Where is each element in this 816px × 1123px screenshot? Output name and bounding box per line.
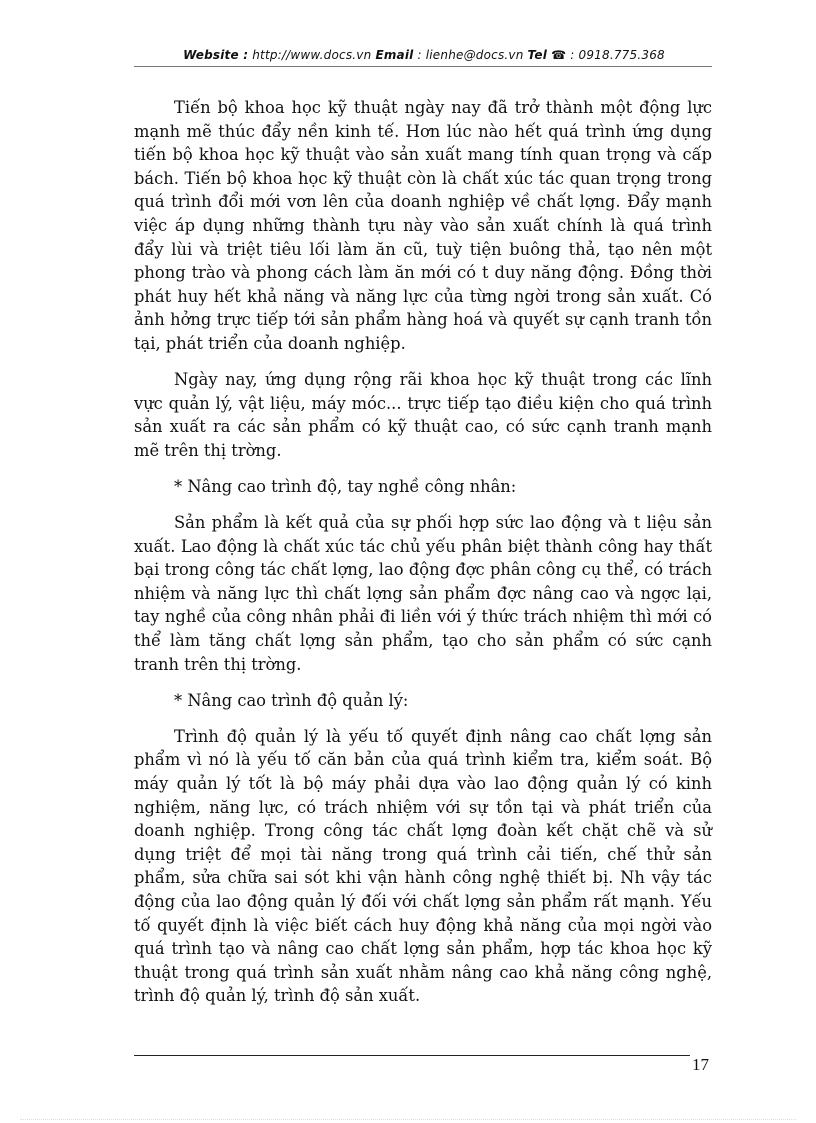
page-bottom-border <box>20 1119 796 1120</box>
header-divider <box>134 66 712 67</box>
tel-label: Tel <box>527 48 548 62</box>
document-body <box>134 96 712 1020</box>
heading-worker-skills: * Nâng cao trình độ, tay nghề công nhân: <box>174 476 517 496</box>
paragraph-tech-progress: Tiến bộ khoa học kỹ thuật ngày nay đã trở thành một động lực mạnh mẽ thúc đẩy nền kinh tế. Hơn lúc nào hết quá trình ứng dụng tiến bộ khoa học kỹ thuật vào sản xuất mang tính quan trọng và cấp bách. Tiến bộ khoa học kỹ thuật còn là chất xúc tác quan trọng trong quá trình đổi mới vơn lên của doanh nghiệp về chất lợng. Đẩy mạnh việc áp dụng những thành tựu này vào sản xuất chính là quá trình đẩy lùi và triệt tiêu lối làm ăn cũ, tuỳ tiện buông thả, tạo nên một phong trào và phong cách làm ăn mới có t duy năng động. Đồng thời phát huy hết khả năng và năng lực của từng ngời trong sản xuất. Có ảnh hởng trực tiếp tới sản phẩm hàng hoá và quyết sự cạnh tranh tồn tại, phát triển của doanh nghiệp. <box>134 98 712 353</box>
heading-management: * Nâng cao trình độ quản lý: <box>174 690 409 710</box>
paragraph-management: Trình độ quản lý là yếu tố quyết định nâng cao chất lợng sản phẩm vì nó là yếu tố căn bản của quá trình kiểm tra, kiểm soát. Bộ máy quản lý tốt là bộ máy phải dựa vào lao động quản lý có kinh nghiệm, năng lực, có trách nhiệm với sự tồn tại và phát triển của doanh nghiệp. Trong công tác chất lợng đoàn kết chặt chẽ và sử dụng triệt để mọi tài năng trong quá trình cải tiến, chế thử sản phẩm, sửa chữa sai sót khi vận hành công nghệ thiết bị. Nh vậy tác động của lao động quản lý đối với chất lợng sản phẩm rất mạnh. Yếu tố quyết định là việc biết cách huy động khả năng của mọi ngời vào quá trình tạo và nâng cao chất lợng sản phẩm, hợp tác khoa học kỹ thuật trong quá trình sản xuất nhằm nâng cao khả năng công nghệ, trình độ quản lý, trình độ sản xuất. <box>134 726 712 1006</box>
tel-value: : 0918.775.368 <box>570 48 665 62</box>
email-label: Email <box>375 48 414 62</box>
page-header <box>134 48 714 62</box>
paragraph-worker-skills: Sản phẩm là kết quả của sự phối hợp sức lao động và t liệu sản xuất. Lao động là chất xúc tác chủ yếu phân biệt thành công hay thất bại trong công tác chất lợng, lao động đợc phân công cụ thể, có trách nhiệm và năng lực thì chất lợng sản phẩm đợc nâng cao và ngợc lại, tay nghề của công nhân phải đi liền với ý thức trách nhiệm thì mới có thể làm tăng chất lợng sản phẩm, tạo cho sản phẩm có sức cạnh tranh trên thị trờng. <box>134 513 712 674</box>
phone-icon: ☎ <box>551 48 567 62</box>
website-link[interactable]: http://www.docs.vn <box>252 48 372 62</box>
website-label: Website : <box>183 48 249 62</box>
paragraph-tech-application: Ngày nay, ứng dụng rộng rãi khoa học kỹ thuật trong các lĩnh vực quản lý, vật liệu, máy móc... trực tiếp tạo điều kiện cho quá trình sản xuất ra các sản phẩm có kỹ thuật cao, có sức cạnh tranh mạnh mẽ trên thị trờng. <box>134 370 712 460</box>
email-link[interactable]: : lienhe@docs.vn <box>417 48 524 62</box>
page-number: 17 <box>692 1055 709 1074</box>
footer-divider <box>134 1055 690 1056</box>
